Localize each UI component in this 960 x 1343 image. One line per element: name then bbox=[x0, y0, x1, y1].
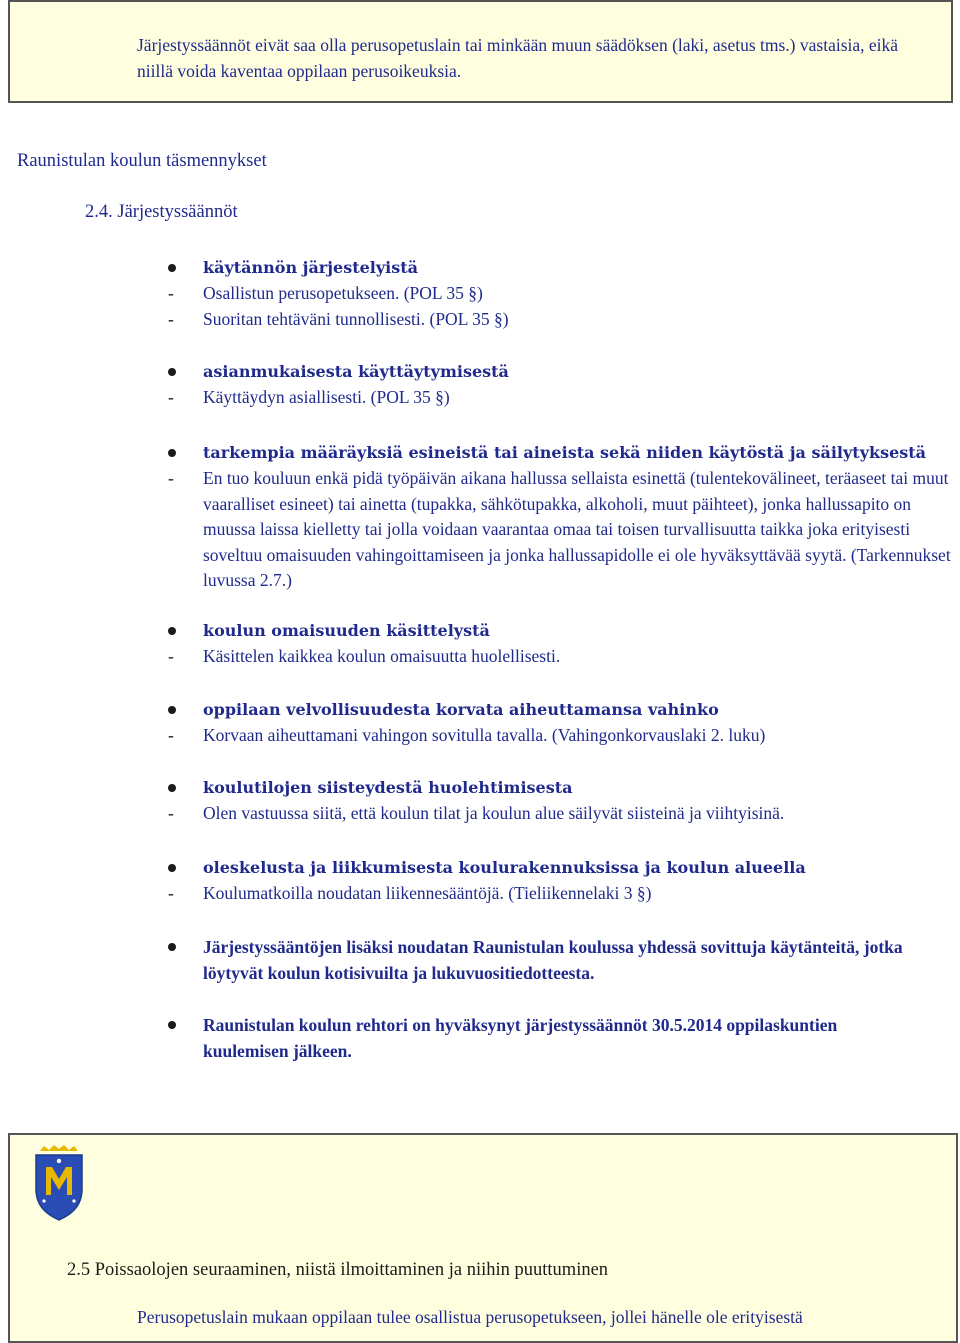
rule-line: En tuo kouluun enkä pidä työpäivän aikana hallussa sellaista esinettä (tulentekovälineet, teräaseet tai muut vaaralliset esineet) tai ainetta (tupakka, sähkötupakka, alkoholi, muut päihteet), jonka hallussapito on muussa laissa kielletty tai jolla voidaan vaarantaa omaa tai toisen turvallisuutta taikka joka erityisesti soveltuu omaisuuden vahingoittamiseen ja jonka hallussapidolle ei ole hyväksyttävää syytä. (Tarkennukset luvussa 2.7.) bbox=[203, 468, 951, 590]
dash-icon: - bbox=[168, 725, 174, 745]
rule-title: käytännön järjestelyistä bbox=[203, 258, 418, 277]
bullet-icon bbox=[168, 784, 176, 792]
intro-note: Järjestyssäännöt eivät saa olla perusopetuslain tai minkään muun säädöksen (laki, asetus tms.) vastaisia, eikä niillä voida kaventaa oppilaan perusoikeuksia. bbox=[137, 35, 899, 81]
section-title: Raunistulan koulun täsmennykset bbox=[17, 151, 267, 171]
rule-line: Osallistun perusopetukseen. (POL 35 §) bbox=[203, 283, 483, 303]
rule-item bbox=[160, 255, 960, 332]
dash-icon: - bbox=[168, 803, 174, 823]
rule-line: Suoritan tehtäväni tunnollisesti. (POL 35 §) bbox=[203, 308, 509, 329]
rule-title: oppilaan velvollisuudesta korvata aiheuttamansa vahinko bbox=[203, 700, 719, 719]
rule-item bbox=[160, 697, 960, 749]
rule-title: oleskelusta ja liikkumisesta koulurakennuksissa ja koulun alueella bbox=[203, 858, 806, 877]
rule-title: koulun omaisuuden käsittelystä bbox=[203, 621, 490, 640]
rule-item bbox=[160, 359, 960, 411]
dash-icon: - bbox=[168, 883, 174, 903]
bullet-icon bbox=[168, 627, 176, 635]
dash-icon: - bbox=[168, 387, 174, 407]
rule-line: Olen vastuussa siitä, että koulun tilat ja koulun alue säilyvät siisteinä ja viihtyisinä. bbox=[203, 803, 785, 823]
note-text: Järjestyssääntöjen lisäksi noudatan Raunistulan koulussa yhdessä sovittuja käytänteitä, jotka löytyvät koulun kotisivuilta ja lukuvuositiedotteesta. bbox=[203, 937, 903, 983]
bullet-icon bbox=[168, 864, 176, 872]
note-item bbox=[160, 1012, 960, 1064]
dash-icon: - bbox=[168, 646, 174, 666]
rule-line: Käsittelen kaikkea koulun omaisuutta huolellisesti. bbox=[203, 646, 561, 666]
rule-title: koulutilojen siisteydestä huolehtimisesta bbox=[203, 778, 573, 797]
rule-title: asianmukaisesta käyttäytymisestä bbox=[203, 362, 509, 381]
rule-item bbox=[160, 440, 960, 594]
dash-icon: - bbox=[168, 468, 174, 488]
rule-title: tarkempia määräyksiä esineistä tai aineista sekä niiden käytöstä ja säilytyksestä bbox=[203, 443, 927, 462]
bullet-icon bbox=[168, 449, 176, 457]
next-section-box bbox=[8, 1133, 958, 1343]
rule-item bbox=[160, 618, 960, 670]
rule-line: Käyttäydyn asiallisesti. (POL 35 §) bbox=[203, 387, 450, 407]
rule-item bbox=[160, 855, 960, 907]
bullet-icon bbox=[168, 943, 176, 951]
next-section-text: Perusopetuslain mukaan oppilaan tulee osallistua perusopetukseen, jollei hänelle ole erityisestä bbox=[137, 1307, 803, 1327]
note-text: Raunistulan koulun rehtori on hyväksynyt järjestyssäännöt 30.5.2014 oppilaskuntien kuulemisen jälkeen. bbox=[203, 1015, 838, 1061]
dash-icon: - bbox=[168, 283, 174, 303]
subsection-title: 2.4. Järjestyssäännöt bbox=[85, 202, 238, 222]
bullet-icon bbox=[168, 706, 176, 714]
intro-note-box bbox=[8, 0, 953, 103]
bullet-icon bbox=[168, 264, 176, 272]
dash-icon: - bbox=[168, 308, 174, 329]
note-item bbox=[160, 934, 960, 986]
rule-line: Korvaan aiheuttamani vahingon sovitulla tavalla. (Vahingonkorvauslaki 2. luku) bbox=[203, 725, 766, 745]
bullet-icon bbox=[168, 368, 176, 376]
rule-item bbox=[160, 775, 960, 827]
rule-line: Koulumatkoilla noudatan liikennesääntöjä. (Tieliikennelaki 3 §) bbox=[203, 883, 652, 903]
turku-coat-of-arms-icon bbox=[30, 1145, 88, 1221]
bullet-icon bbox=[168, 1021, 176, 1029]
next-section-heading: 2.5 Poissaolojen seuraaminen, niistä ilmoittaminen ja niihin puuttuminen bbox=[67, 1260, 609, 1280]
